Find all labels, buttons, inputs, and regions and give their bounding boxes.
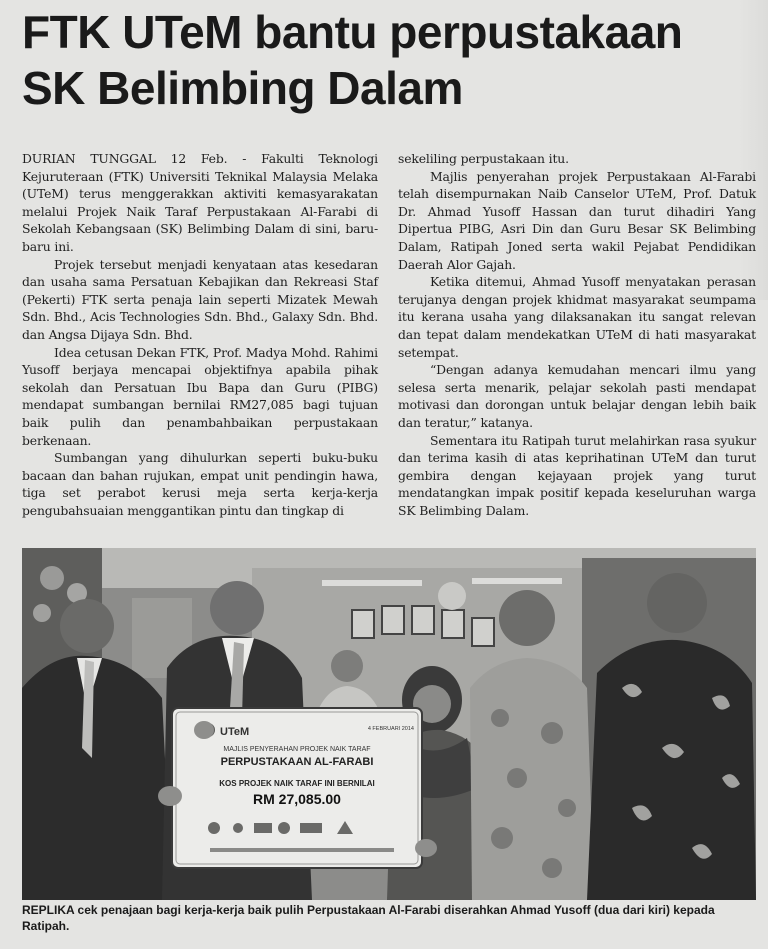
- paragraph: DURIAN TUNGGAL 12 Feb. - Fakulti Teknologi Kejuruteraan (FTK) Universiti Teknikal Malaysia Melaka (UTeM) terus menggerakkan aktiviti kemasyarakatan melalui Projek Naik Taraf Perpustakaan Al-Farabi di Sekolah Kebangsaan (SK) Belimbing Dalam di sini, baru-baru ini.: [22, 151, 378, 254]
- board-date: 4 FEBRUARI 2014: [367, 726, 414, 732]
- board-line-1: MAJLIS PENYERAHAN PROJEK NAIK TARAF: [223, 746, 371, 753]
- paragraph: “Dengan adanya kemudahan mencari ilmu yang selesa serta menarik, pelajar sekolah pasti mendapat motivasi dan dorongan untuk belajar dengan lebih baik dan teratur,” katanya.: [398, 362, 756, 430]
- board-logo: UTeM: [220, 726, 250, 738]
- paragraph: Projek tersebut menjadi kenyataan atas kesedaran dan usaha sama Persatuan Kebajikan dan Rekreasi Staf (Pekerti) FTK serta penaja lain seperti Mizatek Mewah Sdn. Bhd., Acis Technologies Sdn. Bhd., Galaxy Sdn. Bhd. dan Angsa Dijaya Sdn. Bhd.: [22, 256, 378, 342]
- board-amount: RM 27,085.00: [253, 791, 341, 807]
- paragraph: sekeliling perpustakaan itu.: [398, 151, 569, 166]
- news-photo: [22, 548, 756, 900]
- board-line-3: KOS PROJEK NAIK TARAF INI BERNILAI: [219, 779, 375, 788]
- headline: [22, 4, 762, 116]
- headline-line-1: FTK UTeM bantu perpustakaan: [22, 6, 683, 58]
- headline-line-2: SK Belimbing Dalam: [22, 62, 463, 114]
- paragraph: Sumbangan yang dihulurkan seperti buku-buku bacaan dan bahan rujukan, empat unit pendingin hawa, tiga set perabot kerusi meja serta kerja-kerja pengubahsuaian menggantikan pintu dan tingkap di: [22, 450, 378, 518]
- article-column-left: [22, 150, 378, 519]
- board-line-2: PERPUSTAKAAN AL-FARABI: [220, 756, 374, 768]
- article-column-right: [398, 150, 756, 519]
- paragraph: Ketika ditemui, Ahmad Yusoff menyatakan perasan terujanya dengan projek khidmat masyarakat seumpama itu kerana usaha yang dilaksanakan itu sangat relevan dan tepat dalam mendekatkan UTeM di hati masyarakat setempat.: [398, 274, 756, 360]
- paragraph: Majlis penyerahan projek Perpustakaan Al-Farabi telah disempurnakan Naib Canselor UTeM, Prof. Datuk Dr. Ahmad Yusoff Hassan dan turut dihadiri Yang Dipertua PIBG, Asri Din dan Guru Besar SK Belimbing Dalam, Ratipah Joned serta wakil Pejabat Pendidikan Daerah Alor Gajah.: [398, 168, 756, 272]
- paragraph: Sementara itu Ratipah turut melahirkan rasa syukur dan terima kasih di atas keprihatinan UTeM dan turut gembira dengan kejayaan projek yang turut mendatangkan impak positif kepada keseluruhan warga SK Belimbing Dalam.: [398, 432, 756, 518]
- photo-caption: REPLIKA cek penajaan bagi kerja-kerja baik pulih Perpustakaan Al-Farabi diserahkan Ahmad Yusoff (dua dari kiri) kepada Ratipah.: [22, 903, 715, 933]
- paragraph: Idea cetusan Dekan FTK, Prof. Madya Mohd. Rahimi Yusoff berjaya mencapai objektifnya apabila pihak sekolah dan Persatuan Ibu Bapa dan Guru (PIBG) mendapat sumbangan bernilai RM27,085 bagi tujuan baik pulih dan penambahbaikan perpustakaan berkenaan.: [22, 344, 378, 448]
